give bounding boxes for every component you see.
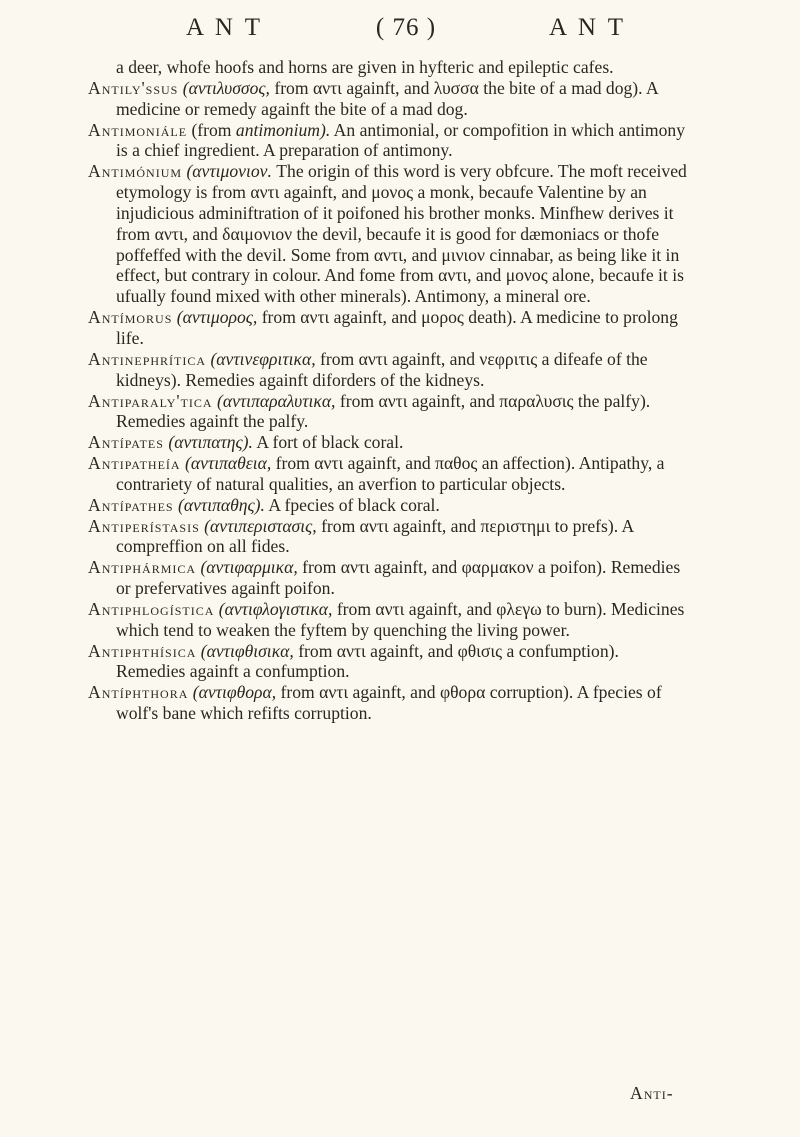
entry-text: from αντι againft, and νεφριτις a difeafe of the kidneys). Remedies againft diforders of the kidneys. (116, 348, 648, 390)
entry-headword: Antíphthora (88, 682, 189, 703)
entry-greek: (αντιλυσσος, (182, 77, 270, 98)
entry-greek: (αντιμονιον. (186, 161, 272, 182)
dictionary-entry (88, 641, 692, 683)
dictionary-entry (88, 349, 692, 391)
dictionary-entry (88, 78, 692, 120)
dictionary-entry (88, 307, 692, 349)
entry-text: A fort of black coral. (256, 432, 404, 453)
entry-greek: (αντιπεριστασις, (204, 515, 317, 536)
entry-headword: Antipatheía (88, 453, 181, 474)
entry-headword: Antimónium (88, 161, 183, 182)
entry-greek: (αντιφθισικα, (200, 640, 294, 661)
dictionary-entry (88, 57, 692, 78)
entry-headword: Antípathes (88, 494, 174, 515)
entry-italic: antimonium). (235, 119, 331, 140)
entry-text: A fpecies of black coral. (268, 494, 440, 515)
entry-greek: (αντινεφριτικα, (210, 348, 316, 369)
entry-headword: Antiphthísica (88, 640, 197, 661)
entry-headword: Antímorus (88, 307, 173, 328)
dictionary-entry (88, 432, 692, 453)
entry-greek: (αντιφλογιστικα, (218, 598, 333, 619)
entry-text: from αντι againft, and φθορα corruption). A fpecies of wolf's bane which refifts corruption. (116, 682, 662, 724)
header-right: A N T (548, 14, 626, 41)
header-left: A N T (186, 14, 264, 41)
entry-text: from αντι againft, and παραλυσις the palfy). Remedies againft the palfy. (116, 390, 651, 432)
entry-greek: (αντιμορος, (176, 307, 258, 328)
running-header (186, 14, 626, 42)
entry-text: from αντι againft, and φθισις a confumption). Remedies againft a confumption. (116, 640, 619, 682)
dictionary-entry (88, 682, 692, 724)
entry-text: An antimonial, or compofition in which antimony is a chief ingredient. A preparation of antimony. (116, 119, 686, 161)
entry-headword: Antiphlogística (88, 598, 215, 619)
entry-text: from αντι againft, and παθος an affection). Antipathy, a contrariety of natural qualities, an averfion to particular objects. (116, 453, 665, 494)
page-number: ( 76 ) (375, 14, 437, 41)
dictionary-entry (88, 495, 692, 516)
entry-greek: (αντιπαθης). (178, 494, 265, 515)
dictionary-entry (88, 120, 692, 162)
entry-text: The origin of this word is very obfcure. The moft received etymology is from αντι againft, and μονος a monk, becaufe Valentine by an injudicious adminiftration of it poifoned his brother monks. Minfhew derives it from αντι, and δαιμονιον the devil, becaufe it is good for dæmoniacs or thofe poffeffed with the devil. Some from αντι, and μινιον cinnabar, as being like it in effect, but contrary in colour. And fome from αντι, and μονος alone, becaufe it is ufually found mixed with other minerals). Antimony, a mineral ore. (116, 161, 687, 307)
dictionary-entry (88, 453, 692, 495)
dictionary-entry (88, 599, 692, 641)
entry-headword: Antimoniále (88, 119, 188, 140)
entry-text: from αντι againft, and φλεγω to burn). Medicines which tend to weaken the fyftem by quenching the living power. (116, 598, 685, 640)
entry-greek: (αντιφθορα, (192, 682, 277, 703)
dictionary-entry (88, 516, 692, 558)
entry-headword: Antily'ssus (88, 77, 179, 98)
entry-text: a deer, whofe hoofs and horns are given in hyfteric and epileptic cafes. (116, 57, 614, 77)
entry-text: from αντι againft, and λυσσα the bite of a mad dog). A medicine or remedy againft the bite of a mad dog. (116, 77, 658, 119)
dictionary-entry (88, 391, 692, 433)
dictionary-entry (88, 161, 692, 307)
entry-text: from αντι againft, and φαρμακον a poifon). Remedies or prefervatives againft poifon. (116, 557, 681, 599)
entry-headword: Antinephrítica (88, 348, 207, 369)
dictionary-entry (88, 557, 692, 599)
entry-headword: Antiphármica (88, 557, 197, 578)
entry-headword: Antiparaly'tica (88, 390, 213, 411)
entry-headword: Antípates (88, 432, 164, 453)
entry-headword: Antiperístasis (88, 515, 200, 536)
catchword: Anti- (630, 1083, 674, 1103)
entry-greek: (from (191, 119, 232, 140)
entry-greek: (αντιπαραλυτικα, (216, 390, 336, 411)
entry-greek: (αντιπαθεια, (185, 453, 272, 474)
dictionary-body (88, 57, 692, 724)
entry-greek: (αντιπατης). (168, 432, 253, 453)
entry-greek: (αντιφαρμικα, (200, 557, 298, 578)
entry-text: from αντι againft, and περιστημι to prefs). A compreffion on all fides. (116, 515, 634, 557)
entry-text: from αντι againft, and μορος death). A medicine to prolong life. (116, 307, 678, 348)
